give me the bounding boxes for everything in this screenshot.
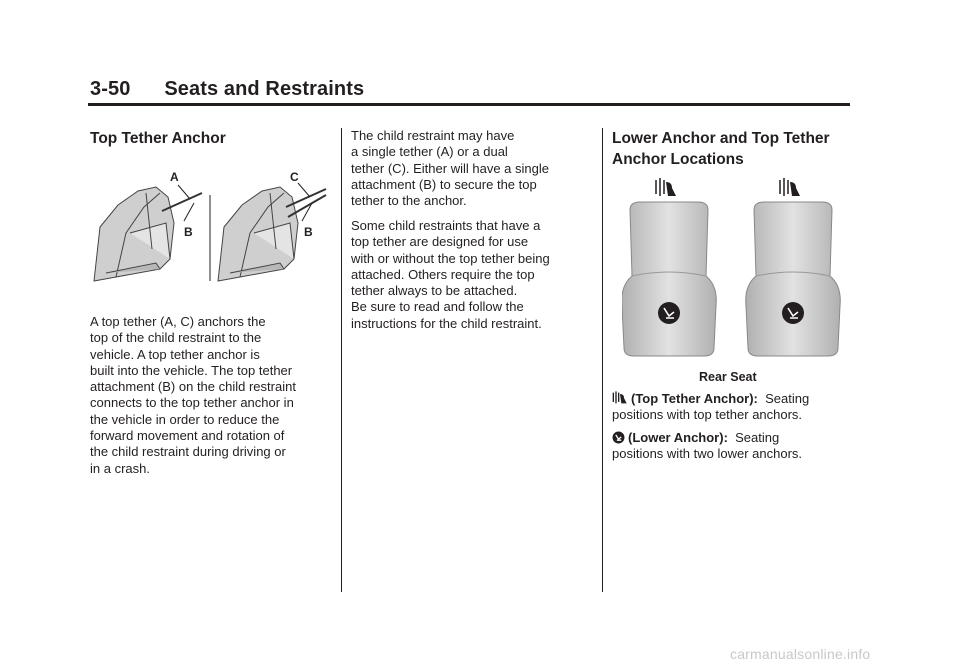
figure-label-a: A [170, 170, 179, 184]
legend-lower-anchor: (Lower Anchor): Seating positions with two lower anchors. [612, 430, 803, 462]
figure-caption-rear-seat: Rear Seat [699, 370, 757, 384]
top-tether-icon-right [780, 178, 800, 196]
legend-top-tether: (Top Tether Anchor): Seating positions with top tether anchors. [612, 391, 810, 423]
lower-anchor-icon-right [782, 302, 804, 324]
figure-label-b-right: B [304, 225, 313, 239]
top-tether-icon-left [656, 178, 676, 196]
section-heading-top-tether-anchor: Top Tether Anchor [90, 130, 226, 147]
child-seat-tether-figure [86, 163, 331, 291]
rear-seat-figure [622, 176, 842, 362]
watermark-text: carmanualsonline.info [730, 646, 871, 662]
column-divider-2 [602, 128, 603, 592]
rear-seat-left [622, 202, 716, 356]
column-divider-1 [341, 128, 342, 592]
top-tether-icon [612, 391, 628, 405]
header-rule [88, 103, 850, 106]
page-header-title: 3-50 Seats and Restraints [90, 78, 365, 100]
tether-usage-paragraph: Some child restraints that have a top tether are designed for use with or without the top tether being attached. Others require the top tether always to be attached. Be sure to read and follow the instructions for the child restraint. [351, 218, 550, 331]
section-heading-anchor-locations: Lower Anchor and Top Tether Anchor Locations [612, 130, 830, 168]
child-seat-single-tether [94, 187, 174, 281]
top-tether-description: A top tether (A, C) anchors the top of the child restraint to the vehicle. A top tether anchor is built into the vehicle. The top tether attachment (B) on the child restraint connects to the top tether anchor in the vehicle in order to reduce the forward movement and rotation of the child restraint during driving or in a crash. [90, 314, 296, 476]
rear-seat-right [746, 202, 841, 356]
tether-types-paragraph: The child restraint may have a single tether (A) or a dual tether (C). Either will have a single attachment (B) to secure the top tether to the anchor. [351, 128, 549, 209]
figure-label-c: C [290, 170, 299, 184]
figure-label-b: B [184, 225, 193, 239]
child-seat-dual-tether [218, 187, 298, 281]
lower-anchor-icon-left [658, 302, 680, 324]
lower-anchor-icon [612, 431, 625, 444]
